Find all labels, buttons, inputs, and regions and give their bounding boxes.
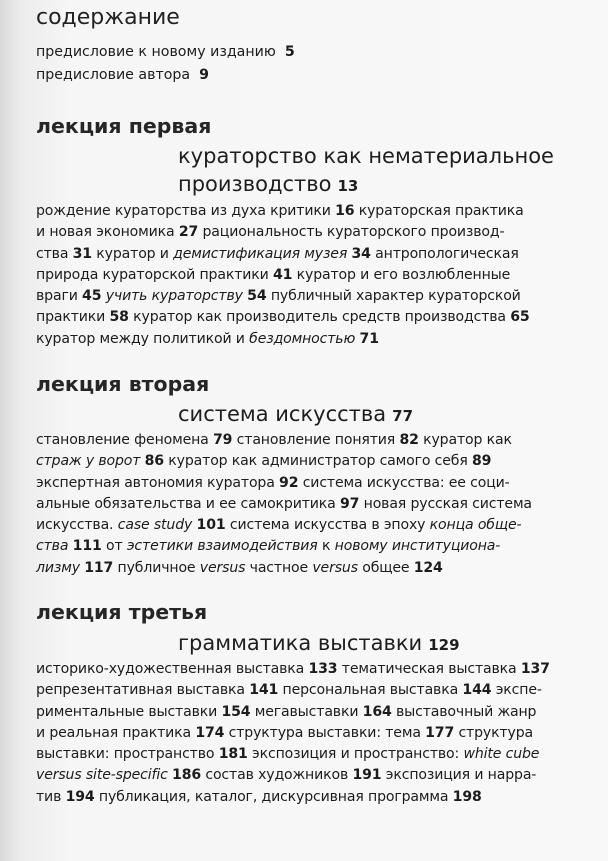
toc-line [36, 451, 584, 472]
entry-text: искусства. [36, 517, 118, 534]
lecture-title [178, 400, 413, 430]
page-number: 177 [425, 724, 455, 741]
page-number: 133 [308, 661, 338, 677]
toc-line [36, 515, 584, 536]
page-number: 45 [82, 288, 102, 305]
entry-text: и реальная практика [36, 724, 196, 741]
italic-entry-text: новому институциона- [334, 538, 501, 555]
page-number: 16 [335, 203, 355, 219]
entry-text: экспертная автономия куратора [36, 474, 280, 491]
italic-entry-text: лизму [36, 559, 80, 576]
italic-entry-text: бездомностью [249, 330, 356, 347]
page-number: 54 [247, 288, 267, 305]
lecture-page-number: 13 [337, 177, 359, 195]
page-number: 31 [72, 245, 92, 262]
entry-text: враги [36, 288, 83, 305]
entry-text: мегавыставки [250, 703, 363, 720]
lecture-entries [36, 430, 584, 579]
toc-line [36, 473, 584, 494]
entry-text: куратор как [418, 432, 512, 448]
lecture-entries [36, 659, 584, 808]
lecture-title [178, 142, 554, 200]
italic-entry-text: ства [36, 538, 69, 555]
entry-text: риментальные выставки [36, 703, 222, 720]
entry-text: экспе- [491, 682, 542, 699]
preface-title: предисловие автора [36, 67, 191, 83]
toc-line [36, 558, 584, 579]
lecture-page-number: 77 [392, 407, 414, 425]
page-number: 198 [452, 788, 482, 805]
entry-text: новая русская система [359, 495, 532, 512]
page-number: 34 [351, 245, 371, 262]
entry-text: тематическая выставка [337, 661, 521, 677]
toc-line [36, 430, 584, 451]
lecture-heading: лекция вторая [36, 372, 210, 396]
lecture-entries [36, 201, 584, 350]
entry-text: куратор и его возлюбленные [292, 266, 511, 283]
page-number: 97 [339, 495, 360, 512]
entry-text: куратор между политикой и [36, 330, 250, 347]
lecture-heading: лекция третья [36, 600, 208, 624]
lecture-title [178, 629, 460, 659]
entry-text: куратор и [91, 245, 174, 262]
page-number: 9 [199, 67, 210, 83]
toc-line [36, 307, 584, 328]
entry-text: структура [454, 724, 533, 741]
entry-text: куратор как производитель средств производства [128, 309, 511, 326]
italic-entry-text: versus site-specific [36, 767, 168, 784]
page-number: 117 [84, 559, 114, 576]
entry-text: кураторская практика [354, 203, 524, 219]
page-number: 82 [399, 432, 419, 448]
page-number: 164 [362, 703, 392, 720]
toc-line [36, 244, 584, 265]
italic-entry-text: страж у ворот [36, 453, 141, 470]
page-number: 41 [272, 266, 293, 283]
page-number: 89 [472, 453, 492, 470]
entry-text: становление понятия [232, 432, 400, 448]
lecture-heading: лекция первая [36, 114, 212, 138]
entry-text: становление феномена [36, 432, 213, 448]
page-number: 186 [172, 767, 202, 784]
entry-text: выставочный жанр [391, 703, 537, 720]
page-number: 141 [249, 682, 279, 699]
page-number: 181 [218, 746, 248, 763]
page-number: 27 [178, 224, 199, 241]
entry-text: общее [357, 559, 414, 576]
toc-line [36, 494, 584, 515]
entry-text: система искусства: ее соци- [298, 474, 510, 491]
page-number: 5 [284, 44, 295, 60]
page-number: 191 [352, 767, 382, 784]
entry-text: экспозиция и пространство: [247, 746, 464, 763]
entry-text: репрезентативная выставка [36, 682, 250, 699]
entry-text: альные обязательства и ее самокритика [36, 495, 340, 512]
page-number: 174 [195, 724, 225, 741]
toc-line [36, 723, 584, 744]
toc-line [36, 744, 584, 765]
toc-line [36, 765, 584, 786]
entry-text: куратор как администратор самого себя [163, 453, 473, 470]
page-number: 79 [213, 432, 233, 448]
toc-line [36, 329, 584, 350]
lecture-title-line: производство [178, 172, 332, 196]
toc-line [36, 659, 584, 680]
entry-text: система искусства в эпоху [225, 517, 430, 534]
lecture-page-number: 129 [428, 636, 460, 654]
entry-text: частное [245, 559, 313, 576]
page-number: 124 [413, 559, 443, 576]
toc-line [36, 680, 584, 701]
entry-text: антропологическая [370, 245, 519, 262]
entry-text: природа кураторской практики [36, 266, 273, 283]
entry-text: рациональность кураторского производ- [198, 224, 505, 241]
entry-text: практики [36, 309, 110, 326]
italic-entry-text: эстетики взаимодействия [126, 538, 318, 555]
lecture-title-line: грамматика выставки [178, 631, 423, 655]
toc-line [36, 787, 584, 808]
entry-text: публичный характер кураторской [266, 288, 521, 305]
entry-text: персональная выставка [278, 682, 463, 699]
page-number: 154 [221, 703, 251, 720]
toc-line [36, 702, 584, 723]
page-number: 194 [65, 788, 95, 805]
lecture-title-line: система искусства [178, 402, 387, 426]
page-number: 144 [462, 682, 492, 699]
page-number: 101 [196, 517, 226, 534]
entry-text: структура выставки: тема [224, 724, 426, 741]
toc-title: содержание [36, 5, 180, 30]
toc-line [36, 201, 584, 222]
italic-entry-text: case study [117, 517, 193, 534]
entry-text: историко-художественная выставка [36, 661, 309, 677]
italic-entry-text: демистификация музея [173, 245, 348, 262]
page-number: 92 [279, 474, 299, 491]
entry-text: тив [36, 788, 66, 805]
entry-text: публичное [113, 559, 200, 576]
toc-line [36, 536, 584, 557]
italic-entry-text: white cube [463, 746, 540, 763]
entry-text: ства [36, 245, 73, 262]
entry-text: состав художников [201, 767, 353, 784]
entry-text: и новая экономика [36, 224, 179, 241]
page-number: 65 [510, 309, 530, 326]
entry-text: рождение кураторства из духа критики [36, 203, 336, 219]
page-number: 111 [72, 538, 102, 555]
entry-text: от [101, 538, 127, 555]
entry-text: публикация, каталог, дискурсивная программа [94, 788, 453, 805]
preface-entry [36, 67, 209, 83]
preface-entry [36, 44, 295, 60]
page-number: 86 [144, 453, 164, 470]
italic-entry-text: конца обще- [429, 517, 522, 534]
italic-entry-text: учить кураторству [105, 288, 243, 305]
toc-line [36, 222, 584, 243]
toc-line [36, 265, 584, 286]
toc-line [36, 286, 584, 307]
entry-text: к [317, 538, 335, 555]
entry-text: выставки: пространство [36, 746, 219, 763]
page-number: 71 [359, 330, 379, 347]
page-number: 137 [520, 661, 550, 677]
preface-title: предисловие к новому изданию [36, 44, 276, 60]
page-number: 58 [109, 309, 129, 326]
italic-entry-text: versus [199, 559, 246, 576]
italic-entry-text: versus [312, 559, 358, 576]
lecture-title-line: кураторство как нематериальное [178, 144, 554, 168]
entry-text: экспозиция и нарра- [381, 767, 537, 784]
